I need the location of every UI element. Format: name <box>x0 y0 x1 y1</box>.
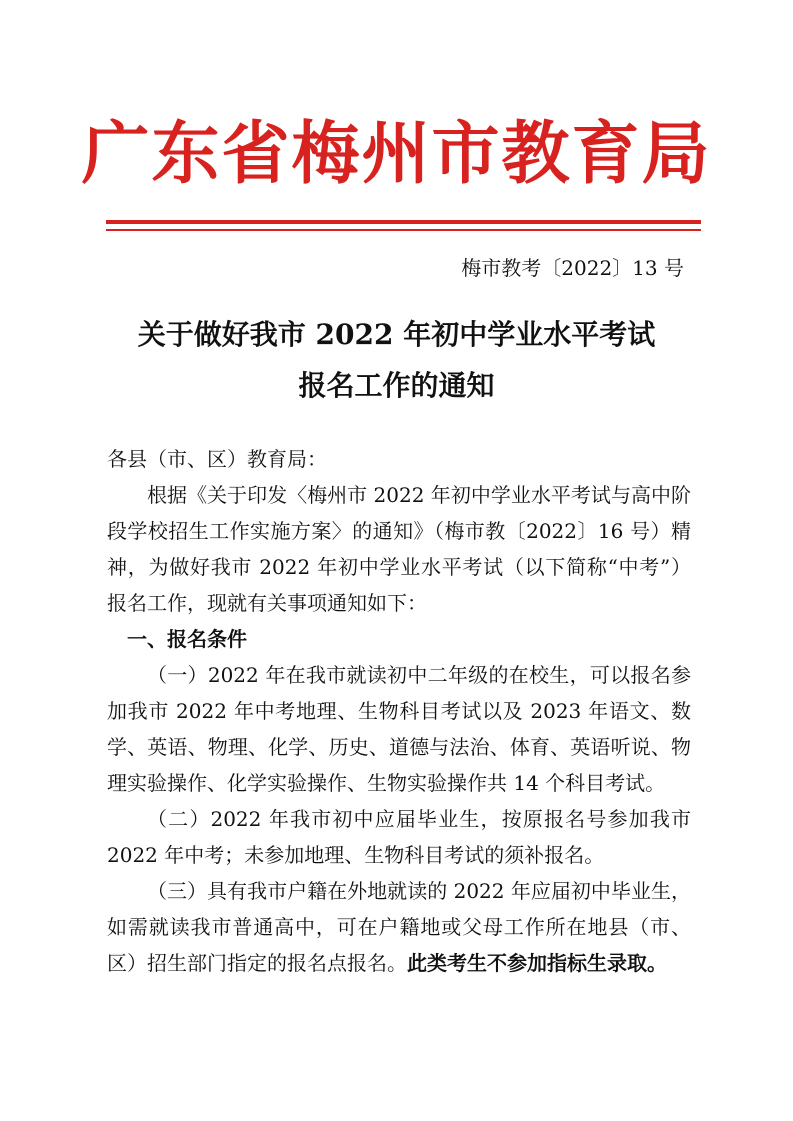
document-title-line-1: 关于做好我市 2022 年初中学业水平考试 <box>137 318 656 351</box>
condition-item-3-text: （三）具有我市户籍在外地就读的 2022 年应届初中毕业生，如需就读我市普通高中，可在户籍地或父母工作所在地县（市、区）招生部门指定的报名点报名。 <box>107 879 691 975</box>
masthead-rule-thick <box>106 220 701 224</box>
section-1-heading: 一、报名条件 <box>127 627 247 651</box>
document-body <box>107 441 691 981</box>
condition-item-2: （二）2022 年我市初中应届毕业生，按原报名号参加我市 2022 年中考；未参加地理、生物科目考试的须补报名。 <box>107 807 691 867</box>
document-number: 梅市教考〔2022〕13 号 <box>461 256 684 280</box>
salutation: 各县（市、区）教育局： <box>107 447 327 471</box>
masthead-rule-thin <box>106 229 701 231</box>
intro-paragraph: 根据《关于印发〈梅州市 2022 年初中学业水平考试与高中阶段学校招生工作实施方案〉的通知》（梅市教〔2022〕16 号）精神，为做好我市 2022 年初中学业水平考试（以下简称“中考”）报名工作，现就有关事项通知如下： <box>107 483 691 615</box>
condition-item-3 <box>107 873 691 981</box>
document-title-line-2: 报名工作的通知 <box>298 369 495 402</box>
condition-item-1: （一）2022 年在我市就读初中二年级的在校生，可以报名参加我市 2022 年中考地理、生物科目考试以及 2023 年语文、数学、英语、物理、化学、历史、道德与法治、体育、英语听说、物理实验操作、化学实验操作、生物实验操作共 14 个科目考试。 <box>107 663 691 795</box>
condition-item-3-emphasis: 此类考生不参加指标生录取。 <box>407 951 667 975</box>
masthead-title: 广东省梅州市教育局 <box>81 114 712 194</box>
